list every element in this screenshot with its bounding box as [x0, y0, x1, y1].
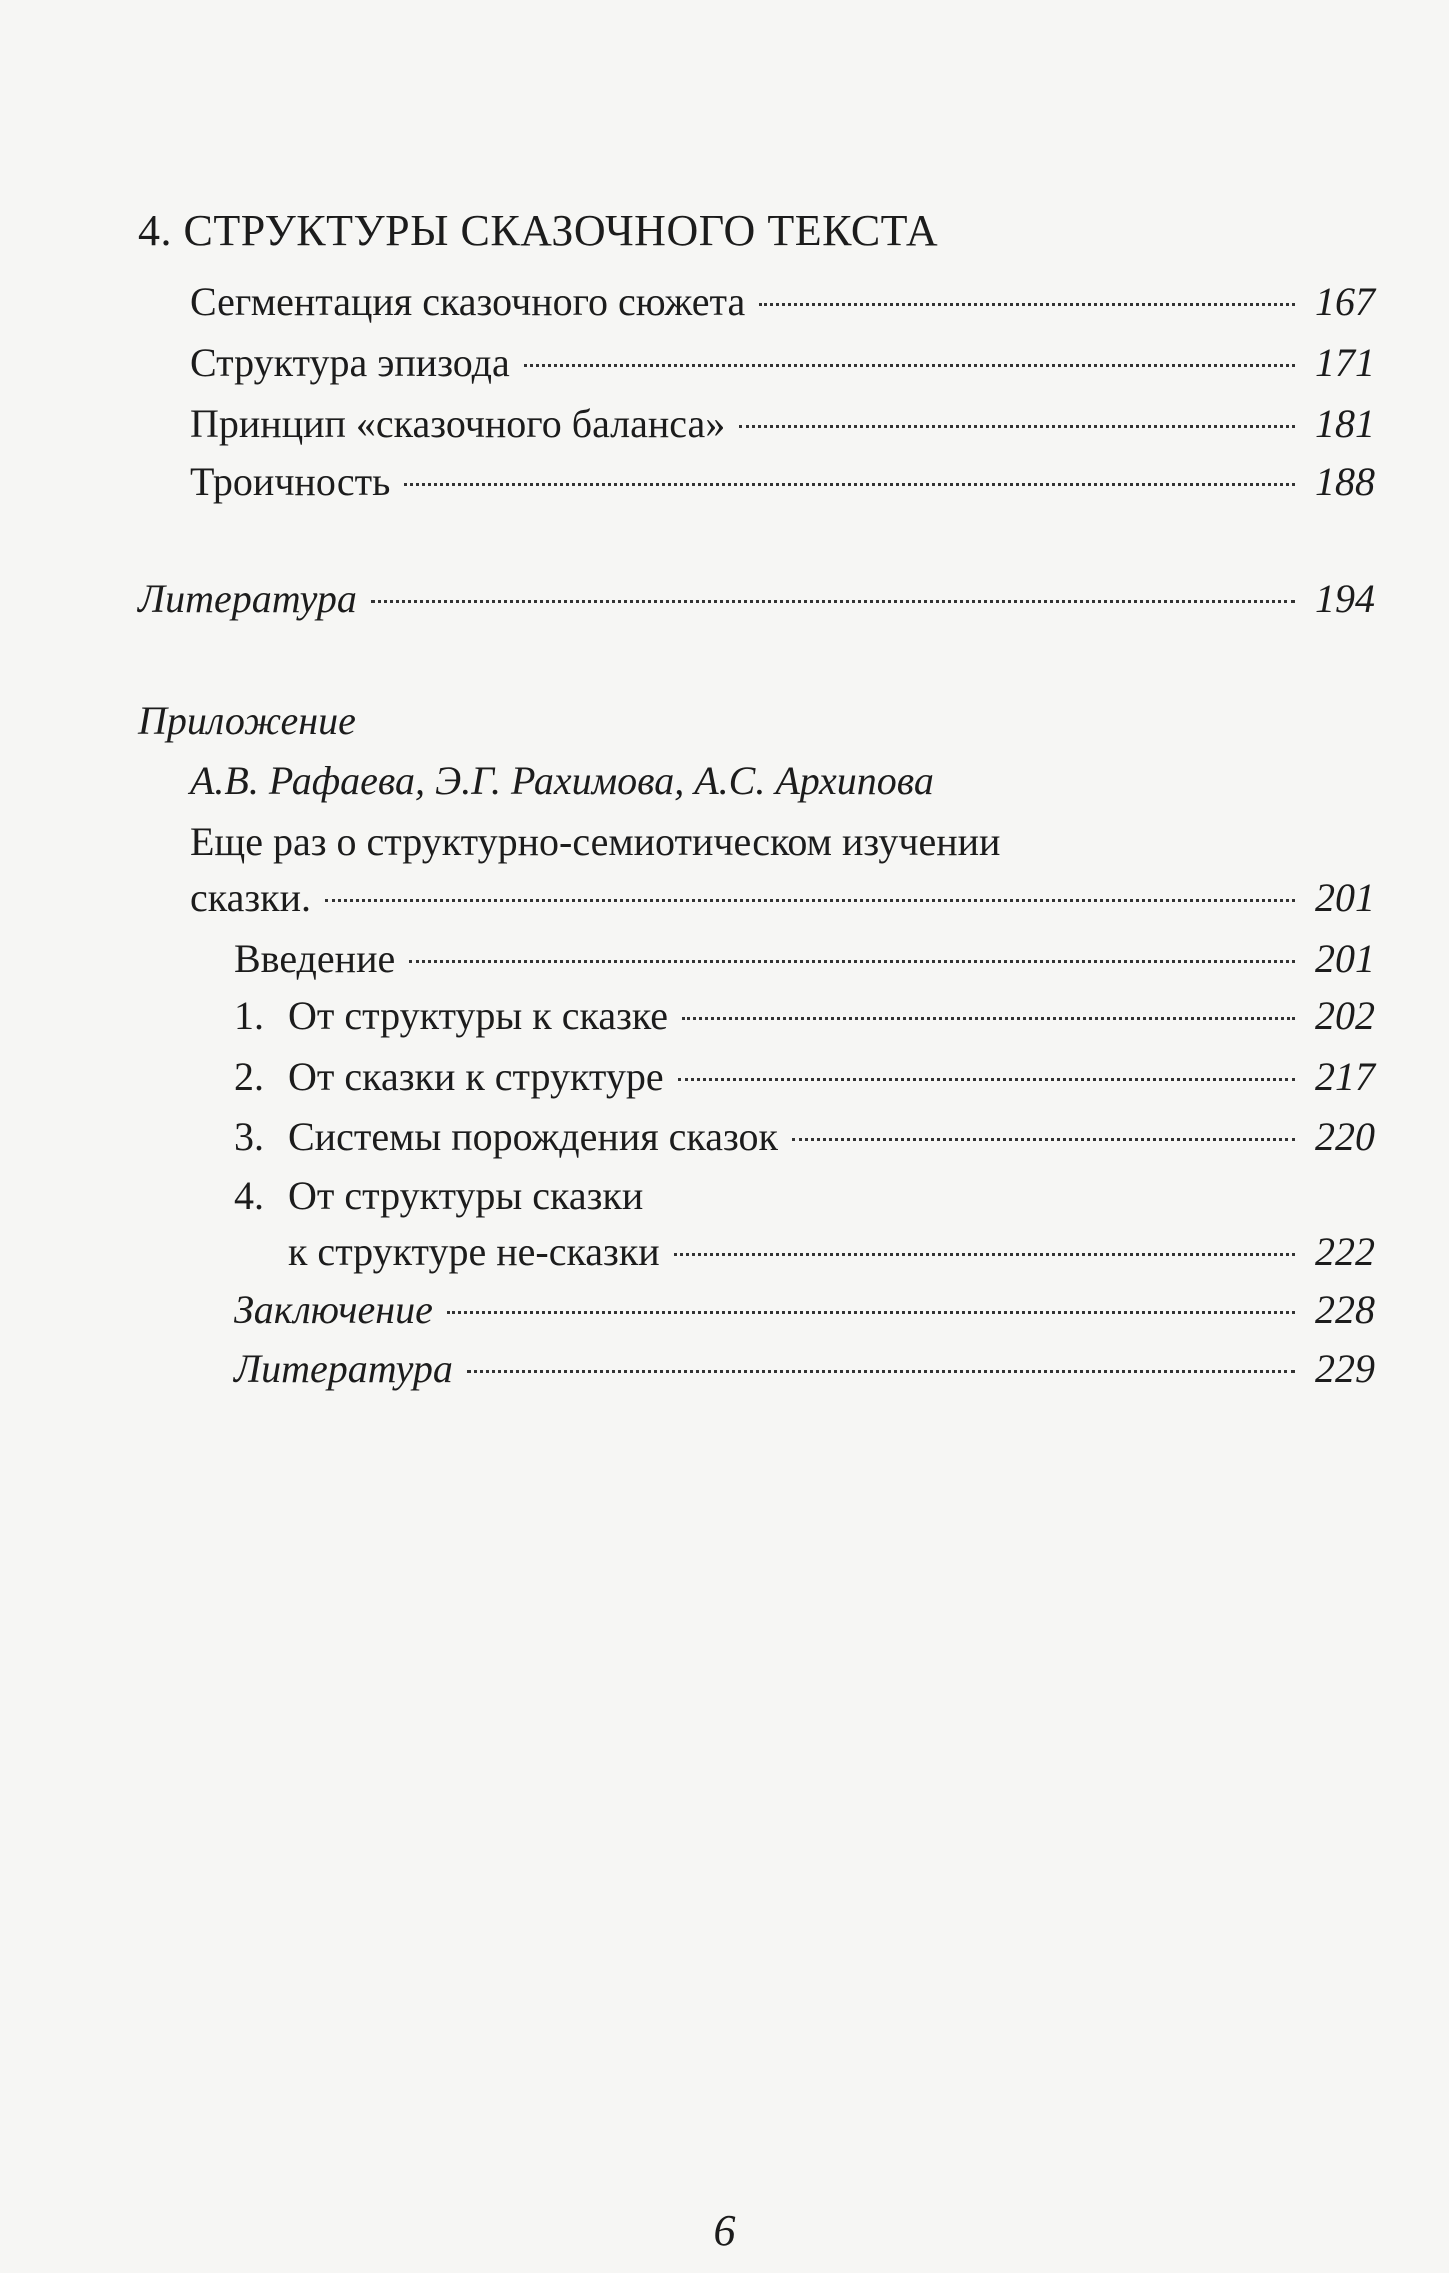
appendix-authors: А.В. Рафаева, Э.Г. Рахимова, А.С. Архипова — [190, 758, 934, 803]
toc-page-number: 188 — [1315, 459, 1375, 504]
toc-entry-conclusion[interactable] — [234, 1286, 1375, 1338]
dot-leader — [325, 899, 1295, 902]
toc-page-number: 201 — [1315, 936, 1375, 981]
toc-page-number: 167 — [1315, 279, 1375, 324]
toc-page-number: 229 — [1315, 1346, 1375, 1391]
toc-entry-label — [234, 1113, 778, 1160]
dot-leader — [739, 425, 1295, 428]
dot-leader — [674, 1253, 1295, 1256]
toc-entry-label: Литература — [234, 1346, 453, 1391]
item-title: От сказки к структуре — [288, 1054, 664, 1099]
item-number: 4. — [234, 1173, 264, 1218]
toc-entry[interactable] — [190, 278, 1375, 330]
dot-leader — [371, 600, 1295, 603]
dot-leader — [467, 1370, 1295, 1373]
toc-entry-label: Структура эпизода — [190, 340, 510, 385]
toc-page-number: 202 — [1315, 993, 1375, 1038]
toc-page-number: 201 — [1315, 875, 1375, 920]
toc-entry-article[interactable] — [190, 874, 1375, 926]
toc-entry-label: Литература — [138, 576, 357, 621]
toc-page-number: 228 — [1315, 1287, 1375, 1332]
toc-entry-label: сказки. — [190, 875, 311, 920]
item-number: 1. — [234, 993, 264, 1038]
toc-entry[interactable] — [190, 458, 1375, 510]
toc-entry[interactable] — [190, 400, 1375, 452]
item-title: Системы порождения сказок — [288, 1114, 778, 1159]
toc-page-number: 181 — [1315, 401, 1375, 446]
dot-leader — [409, 960, 1295, 963]
item-title: От структуры сказки — [288, 1173, 644, 1218]
appendix-article-title: Еще раз о структурно-семиотическом изучении — [190, 819, 1001, 864]
toc-entry-literature[interactable] — [234, 1345, 1375, 1397]
chapter-title: 4. СТРУКТУРЫ СКАЗОЧНОГО ТЕКСТА — [138, 206, 939, 255]
toc-entry-numbered-title — [234, 1172, 643, 1219]
toc-page-number: 222 — [1315, 1229, 1375, 1274]
toc-entry-numbered[interactable] — [234, 1053, 1375, 1105]
dot-leader — [682, 1017, 1295, 1020]
toc-entry-label: Заключение — [234, 1287, 433, 1332]
toc-entry-label — [234, 992, 668, 1039]
dot-leader — [447, 1311, 1295, 1314]
toc-page-number: 220 — [1315, 1114, 1375, 1159]
toc-entry-numbered[interactable] — [288, 1228, 1375, 1280]
toc-page-number: 171 — [1315, 340, 1375, 385]
dot-leader — [524, 364, 1295, 367]
toc-entry-label: к структуре не-сказки — [288, 1229, 660, 1274]
item-title: От структуры к сказке — [288, 993, 669, 1038]
toc-entry-label: Троичность — [190, 459, 391, 504]
toc-entry-literature[interactable] — [138, 575, 1375, 627]
toc-entry-numbered[interactable] — [234, 992, 1375, 1044]
toc-entry-label: Принцип «сказочного баланса» — [190, 401, 726, 446]
toc-entry-label: Сегментация сказочного сюжета — [190, 279, 746, 324]
dot-leader — [759, 303, 1295, 306]
toc-entry-label: Введение — [234, 936, 396, 981]
item-number: 2. — [234, 1054, 264, 1099]
dot-leader — [792, 1138, 1295, 1141]
toc-entry-label — [234, 1053, 664, 1100]
appendix-heading: Приложение — [138, 698, 356, 743]
page-number-folio: 6 — [713, 2206, 736, 2255]
dot-leader — [404, 483, 1295, 486]
dot-leader — [678, 1078, 1295, 1081]
toc-entry[interactable] — [190, 339, 1375, 391]
toc-entry-intro[interactable] — [234, 935, 1375, 987]
toc-page-number: 194 — [1315, 576, 1375, 621]
toc-page-number: 217 — [1315, 1054, 1375, 1099]
item-number: 3. — [234, 1114, 264, 1159]
toc-entry-numbered[interactable] — [234, 1113, 1375, 1165]
